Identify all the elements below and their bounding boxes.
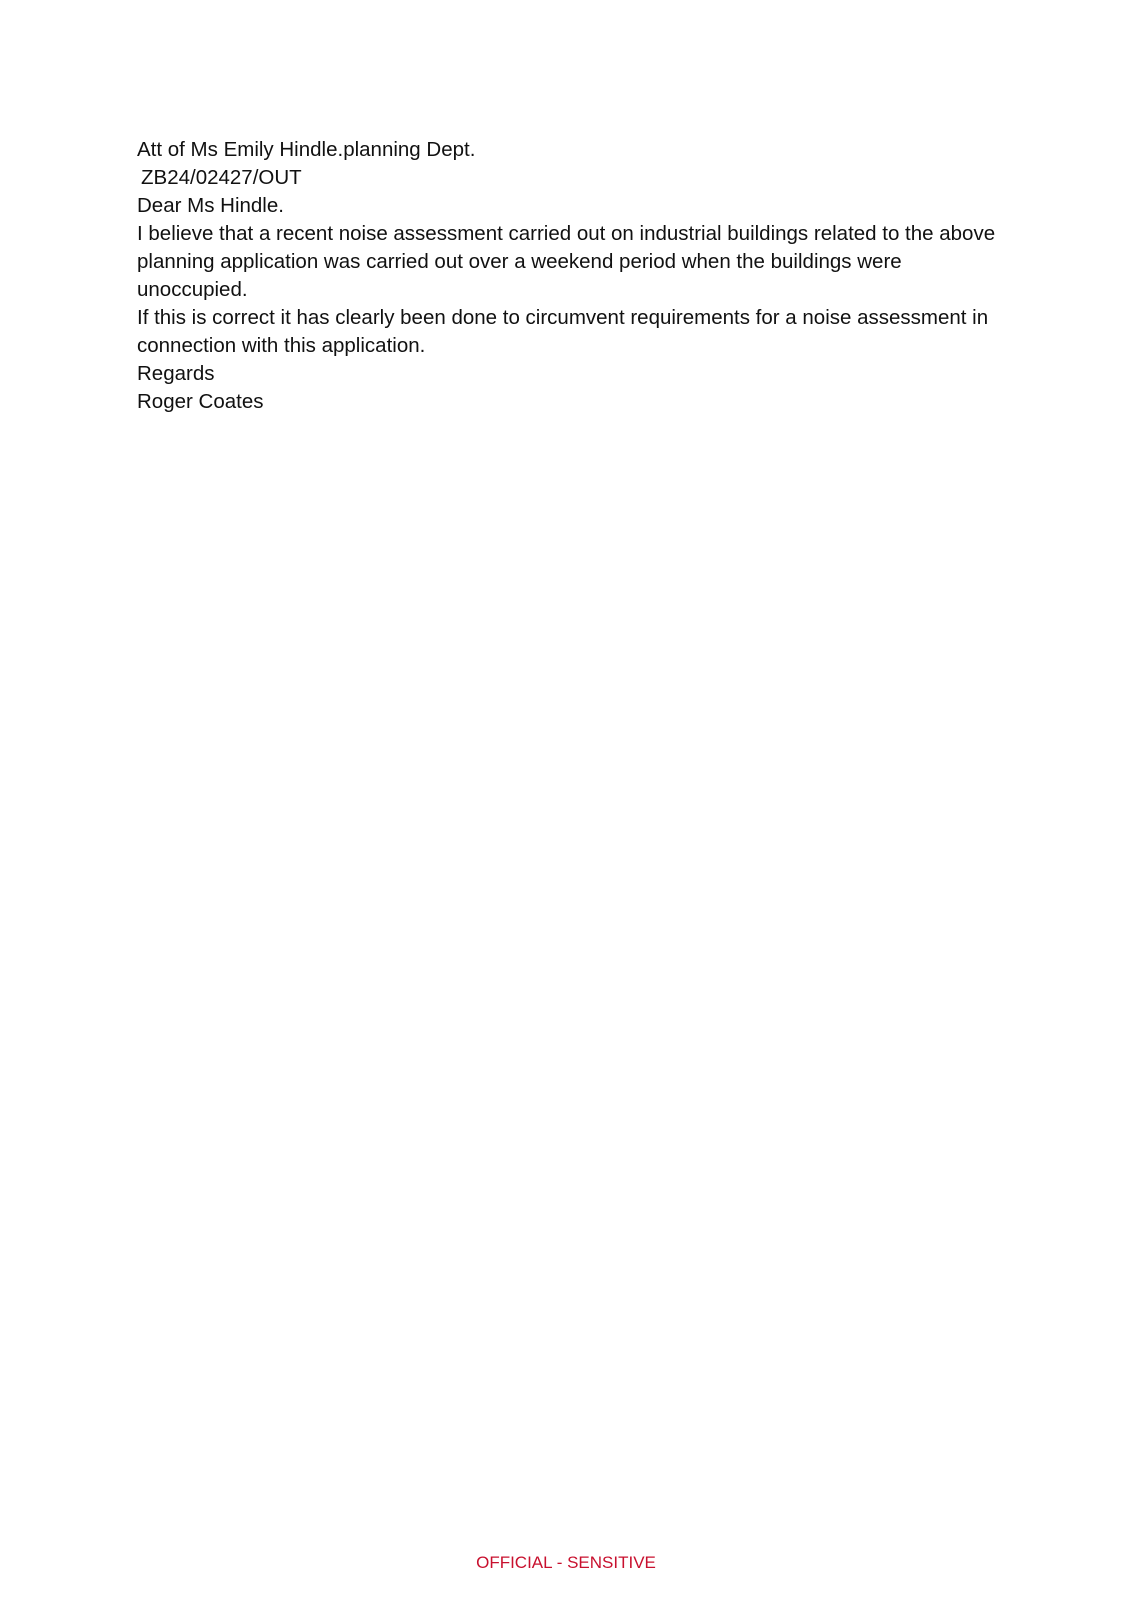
attention-line: Att of Ms Emily Hindle.planning Dept. [137, 138, 476, 161]
planning-reference: ZB24/02427/OUT [141, 166, 302, 189]
letter-body [137, 136, 997, 416]
body-paragraph-1: I believe that a recent noise assessment carried out on industrial buildings related to the above planning application was carried out over a weekend period when the buildings were unoccupied. [137, 222, 996, 301]
body-paragraph-2: If this is correct it has clearly been done to circumvent requirements for a noise assessment in connection with this application. [137, 306, 989, 357]
security-marking: OFFICIAL - SENSITIVE [476, 1553, 656, 1572]
closing: Regards [137, 362, 215, 385]
salutation: Dear Ms Hindle. [137, 194, 284, 217]
signature-name: Roger Coates [137, 390, 264, 413]
